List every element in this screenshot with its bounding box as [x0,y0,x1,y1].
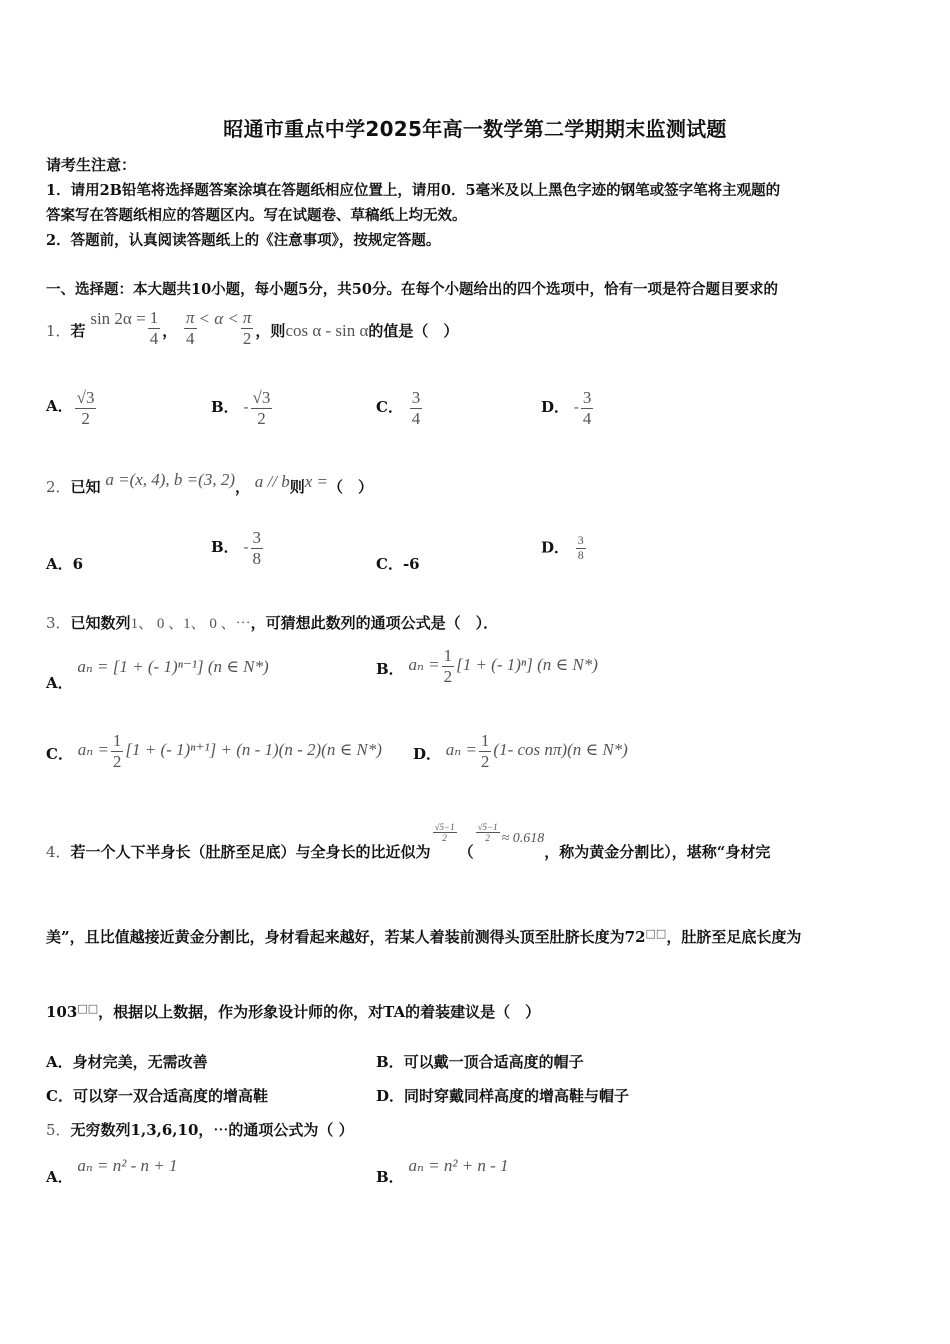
q1-cond2-den2: 2 [242,328,252,348]
q3-c-den: 2 [112,751,122,771]
q4-line-2-tail: ，肚脐至足底长度为 [666,928,802,946]
q1-cond2-frac [184,308,197,348]
q3-b-num: 1 [443,646,453,665]
q5-option-b-label: B． [376,1168,404,1186]
q2-a-val: 6 [72,555,84,573]
q1-option-b-frac [251,388,273,428]
q2-c-val: -6 [402,555,420,573]
page-title: 昭通市重点中学2025年高一数学第二学期期末监测试题 [223,117,727,141]
q1-option-c-label: C． [376,398,403,417]
q1-option-a [46,388,98,428]
q2-option-d-frac [576,534,586,563]
q4-ratio-num: √5−1 [434,822,455,832]
q5-option-b [376,1155,509,1186]
q2-option-b-label: B． [211,538,239,557]
q4-paren: （ [458,843,474,861]
q4-line-1-tail: ，称为黄金分割比），堪称“身材完 [544,843,771,861]
q4-unit-2: □□ [77,1002,99,1015]
q4-number: 4． [46,843,71,861]
question-4-line-2 [46,926,801,947]
q5-option-a [46,1155,178,1186]
q1-cond1: sin 2α = [90,309,146,329]
q3-number: 3． [46,614,71,632]
q1-post: 的值是（ ） [368,322,459,341]
q2-sep: ， [234,478,250,496]
q1-expr: cos α - sin α [285,321,369,341]
q2-option-b-frac [251,528,264,568]
question-1 [46,308,459,352]
q1-c-num: 3 [411,388,421,407]
q2-b-den: 8 [252,548,262,568]
q1-option-d-frac [581,388,594,428]
q1-a-num: √3 [76,388,95,407]
q1-mid: ，则 [255,322,286,341]
q2-b-num: 3 [252,528,262,547]
q3-option-a [46,656,269,692]
notice-heading: 请考生注意： [46,156,137,174]
q2-option-c [376,553,420,574]
q3-option-b [376,646,598,686]
question-5 [46,1119,354,1140]
q1-cond2-den: 4 [186,328,195,348]
q1-option-a-frac [75,388,97,428]
q4-approx: ≈ 0.618 [501,831,545,846]
question-3 [46,612,498,633]
q1-cond2-frac2 [241,308,254,348]
q4-option-b: B．可以戴一顶合适高度的帽子 [376,1053,584,1071]
q3-post: ，可猜想此数列的通项公式是（ ）． [250,614,499,632]
q1-pre: 若 [70,322,86,341]
q1-b-den: 2 [257,408,266,428]
q1-cond2-mid: < α < [198,309,239,329]
q3-b-den: 2 [443,666,453,686]
q3-option-d-label: D． [413,745,442,764]
notice-line-1: 1．请用2B铅笔将选择题答案涂填在答题纸相应位置上，请用0．5毫米及以上黑色字迹的钢笔或签字笔将主观题的 [46,182,781,199]
q3-option-d [413,731,628,771]
q4-option-a: A．身材完美，无需改善 [46,1053,208,1071]
q3-option-c [46,731,382,771]
q2-post: （ ） [328,478,374,496]
q3-d-frac [479,731,492,771]
q3-b-tail: [1 + (- 1)ⁿ] (n ∈ N*) [456,655,598,675]
q3-d-den: 2 [480,751,490,771]
q4-ratio-den: 2 [442,833,447,844]
q4-unit-1: □□ [645,927,667,940]
q3-a-expr: aₙ = [1 + (- 1)ⁿ⁻¹] (n ∈ N*) [77,657,269,676]
q4-line-3-tail: ，根据以上数据，作为形象设计师的你，对TA的着装建议是（ ） [98,1003,541,1021]
q5-a-expr: aₙ = n² - n + 1 [77,1156,178,1175]
q2-option-d-label: D． [541,538,570,557]
q1-option-b [211,388,274,428]
q4-ratio-frac [433,822,457,844]
q1-cond2-num2: π [242,308,252,327]
q1-cond1-den: 4 [149,328,159,348]
q3-c-lead: aₙ = [77,740,109,760]
notice-line-3: 2．答题前，认真阅读答题纸上的《注意事项》，按规定答题。 [46,232,441,249]
q1-option-b-label: B． [211,398,239,417]
q1-a-den: 2 [81,408,90,428]
q2-mid: 则 [289,478,305,496]
q4-option-d: D．同时穿戴同样高度的增高鞋与帽子 [376,1087,630,1105]
q3-c-frac [111,731,124,771]
q2-option-c-label: C． [376,555,403,573]
question-2 [46,470,374,497]
q2-number: 2． [46,478,71,496]
q4-ratio2-frac [476,822,500,844]
q3-c-num: 1 [112,731,122,750]
q4-ratio2-num: √5−1 [477,822,498,832]
q4-line-2: 美”，且比值越接近黄金分割比，身材看起来越好，若某人着装前测得头顶至肚脐长度为72 [46,928,646,946]
question-4-line-3 [46,1001,540,1022]
q3-pre: 已知数列 [70,614,131,632]
q5-b-expr: aₙ = n² + n - 1 [408,1156,509,1175]
question-4-line-1 [46,822,771,861]
q2-option-b [211,528,265,568]
q3-option-a-label: A． [46,674,73,692]
q4-ratio2-den: 2 [485,833,490,844]
q5-number: 5． [46,1121,71,1139]
q2-option-a [46,553,83,574]
q2-pre: 已知 [70,478,101,496]
q4-line-1: 若一个人下半身长（肚脐至足底）与全身长的比近似为 [70,843,431,861]
q3-d-tail: (1- cos nπ)(n ∈ N*) [493,740,628,760]
q1-option-d-label: D． [541,398,570,417]
q3-b-frac [442,646,455,686]
q1-option-a-label: A． [46,397,73,416]
q1-option-c [376,388,424,428]
q2-option-d [541,534,588,563]
q2-d-num: 3 [577,533,584,547]
q3-d-lead: aₙ = [445,740,477,760]
q2-parallel: a // b [254,472,290,491]
q3-b-lead: aₙ = [408,655,440,675]
q2-x: x = [304,472,329,491]
q1-cond2-num: π [185,308,195,327]
q5-option-a-label: A． [46,1168,73,1186]
q4-line-3-head: 103 [46,1003,78,1021]
q1-d-sign: - [573,398,579,417]
q2-b-sign: - [243,538,249,557]
q4-option-c: C．可以穿一双合适高度的增高鞋 [46,1087,268,1105]
q3-option-b-label: B． [376,660,404,679]
q1-c-den: 4 [411,408,421,428]
q1-b-sign: - [243,398,249,417]
q5-text: 无穷数列1,3,6,10，⋯的通项公式为（ ） [70,1121,354,1139]
q1-b-num: √3 [252,388,271,407]
q2-d-den: 8 [577,547,584,562]
q1-cond1-frac [148,308,161,348]
q1-sep: ， [162,322,178,341]
q3-d-num: 1 [480,731,490,750]
q3-option-c-label: C． [46,745,73,764]
section-heading: 一、选择题：本大题共10小题，每小题5分，共50分。在每个小题给出的四个选项中，恰有一项是符合题目要求的 [46,281,778,298]
q2-option-a-label: A． [46,555,73,573]
q1-option-d [541,388,595,428]
q3-sequence: 1、 0 、1、 0 、⋯ [130,616,251,632]
notice-line-2: 答案写在答题纸相应的答题区内。写在试题卷、草稿纸上均无效。 [46,207,467,224]
q3-c-tail: [1 + (- 1)ⁿ⁺¹] + (n - 1)(n - 2)(n ∈ N*) [125,740,382,760]
q1-option-c-frac [410,388,423,428]
q1-d-den: 4 [582,408,592,428]
q1-cond1-num: 1 [149,308,159,327]
q1-d-num: 3 [582,388,592,407]
q1-number: 1． [46,322,71,341]
q2-vectors: a =(x, 4), b =(3, 2) [105,470,235,489]
